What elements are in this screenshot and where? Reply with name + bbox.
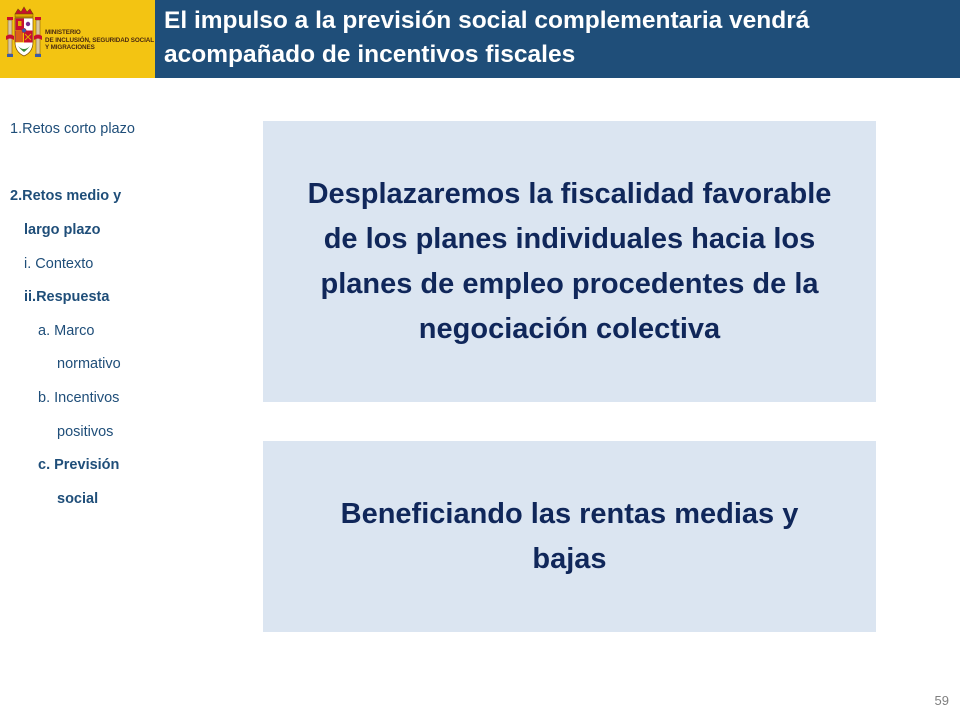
nav-item-retos-corto-plazo[interactable]: 1.Retos corto plazo xyxy=(10,121,135,137)
statement-line: negociación colectiva xyxy=(418,312,721,345)
nav-item-prevision-social-cont[interactable]: social xyxy=(57,491,99,507)
slide-title-line: El impulso a la previsión social complementaria vendrá xyxy=(164,7,810,34)
nav-item-retos-medio-largo[interactable]: 2.Retos medio y xyxy=(10,188,122,204)
nav-item-incentivos-positivos[interactable]: b. Incentivos xyxy=(38,390,120,406)
nav-item-respuesta[interactable]: ii.Respuesta xyxy=(24,289,110,305)
coat-of-arms-icon xyxy=(6,6,42,64)
statement-line: de los planes individuales hacia los xyxy=(323,222,816,255)
ministry-line: MINISTERIO xyxy=(45,29,81,36)
nav-item-prevision-social[interactable]: c. Previsión xyxy=(38,457,120,473)
statement-text xyxy=(308,172,832,352)
ministry-logo xyxy=(0,0,155,78)
statement-line: Desplazaremos la fiscalidad favorable xyxy=(307,177,832,210)
nav-item-retos-medio-largo-cont[interactable]: largo plazo xyxy=(24,222,101,238)
nav-item-contexto[interactable]: i. Contexto xyxy=(24,256,94,272)
nav-item-incentivos-positivos-cont[interactable]: positivos xyxy=(57,424,114,440)
title-bar xyxy=(155,0,960,78)
ministry-line: DE INCLUSIÓN, SEGURIDAD SOCIAL xyxy=(45,36,154,44)
slide-title xyxy=(164,4,960,72)
nav-item-marco-normativo[interactable]: a. Marco xyxy=(38,323,95,339)
statement-line: Beneficiando las rentas medias y xyxy=(340,497,799,530)
ministry-name xyxy=(45,29,153,52)
statement-line: planes de empleo procedentes de la xyxy=(320,267,819,300)
statement-box-rentas xyxy=(263,441,876,632)
page-number: 59 xyxy=(934,693,949,708)
statement-line: bajas xyxy=(532,542,607,575)
slide-title-line: acompañado de incentivos fiscales xyxy=(164,41,576,68)
nav-item-marco-normativo-cont[interactable]: normativo xyxy=(57,356,121,372)
ministry-line: Y MIGRACIONES xyxy=(45,44,95,51)
statement-text xyxy=(341,492,799,582)
statement-box-fiscalidad xyxy=(263,121,876,402)
